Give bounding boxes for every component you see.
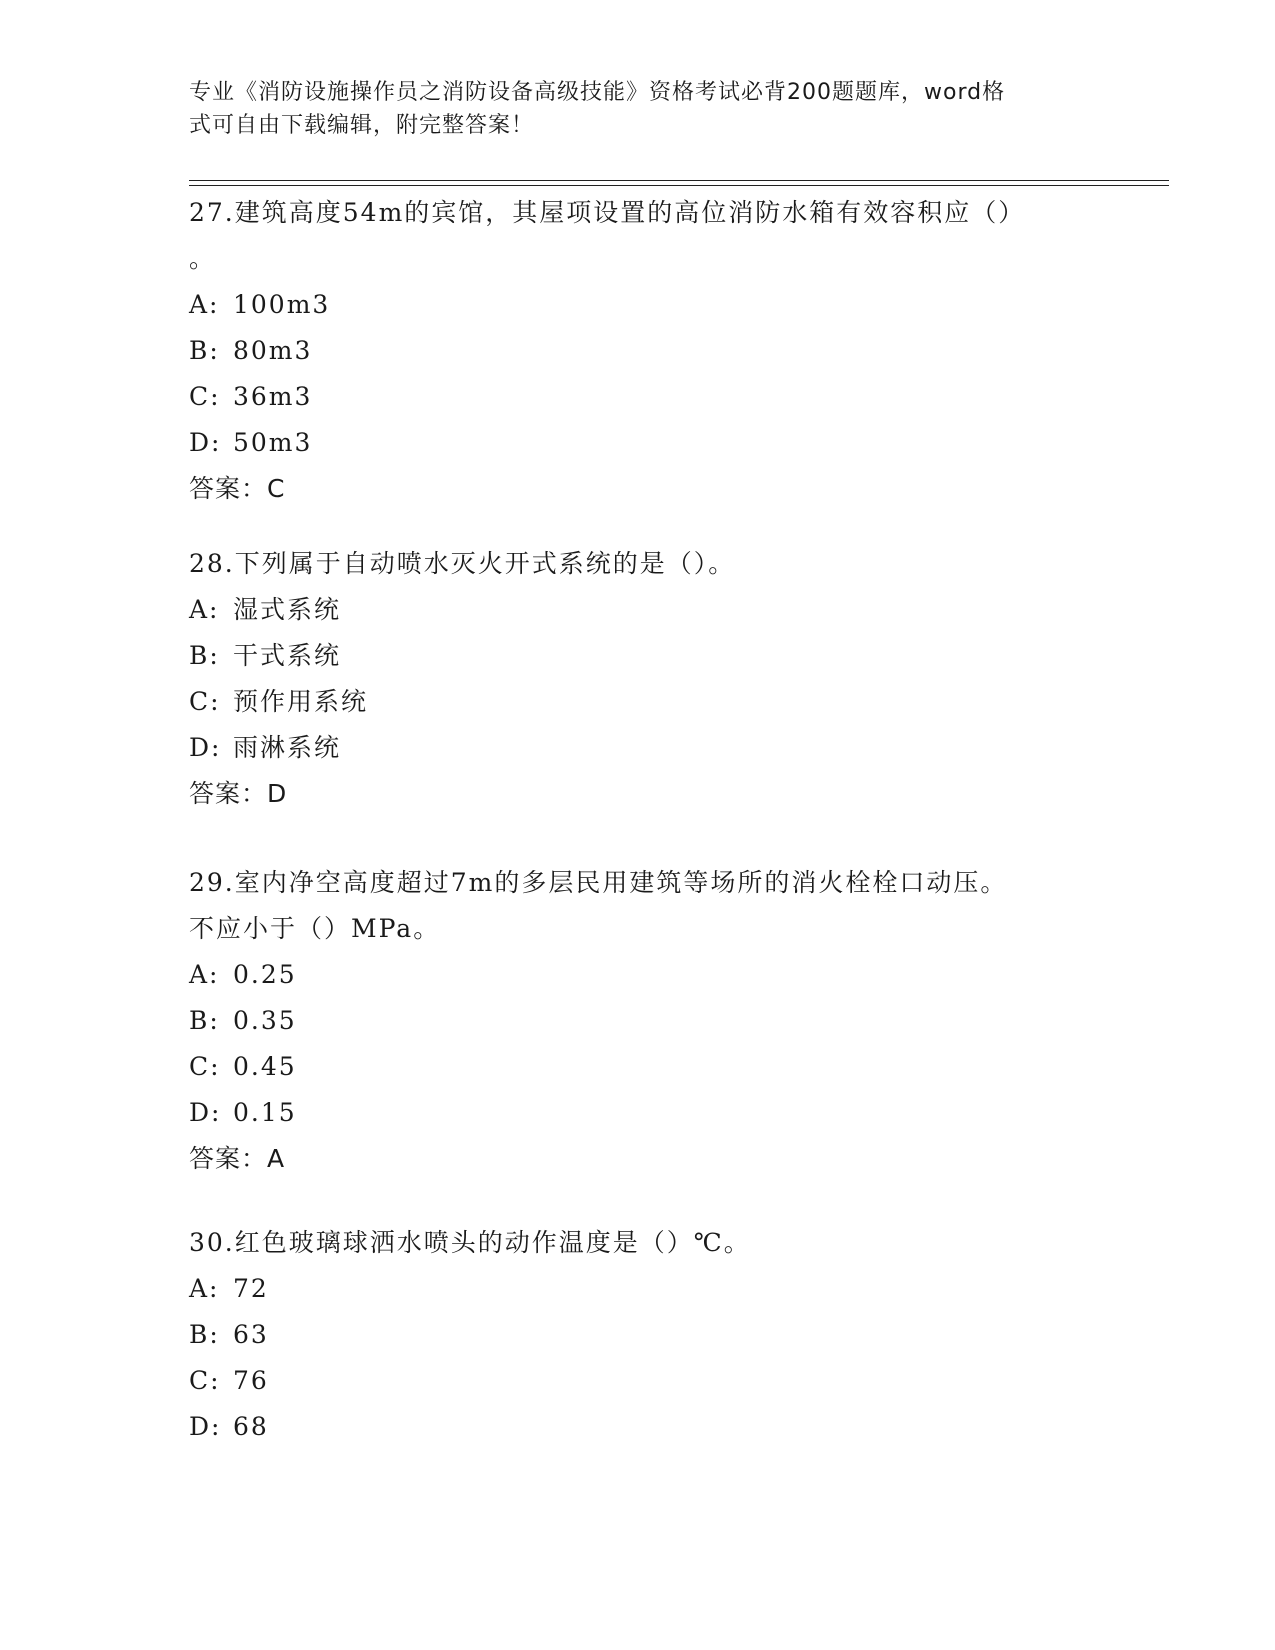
- option-c: [189, 1044, 1089, 1090]
- option-key: C:: [189, 687, 221, 716]
- question-stem-line: 不应小于（）MPa。: [189, 914, 441, 943]
- option-text: 76: [233, 1366, 269, 1395]
- question-29: [189, 860, 1089, 1182]
- option-key: D:: [189, 1412, 222, 1441]
- option-text: 0.35: [233, 1006, 297, 1035]
- header-divider-bottom: [189, 185, 1169, 186]
- option-text: 0.15: [233, 1098, 297, 1127]
- option-key: B:: [189, 1006, 220, 1035]
- option-a: [189, 1266, 1089, 1312]
- option-text: 100m3: [233, 290, 331, 319]
- question-28: [189, 541, 1089, 817]
- option-text: 预作用系统: [233, 687, 369, 716]
- header-line-1: 专业《消防设施操作员之消防设备高级技能》资格考试必背200题题库，word格: [189, 80, 1006, 105]
- option-c: [189, 679, 1089, 725]
- header-divider-top: [189, 180, 1169, 181]
- question-27: [189, 190, 1089, 512]
- question-stem-line: 。: [189, 244, 217, 273]
- option-a: [189, 952, 1089, 998]
- option-a: [189, 587, 1089, 633]
- question-stem-line: 28.下列属于自动喷水灭火开式系统的是（）。: [189, 549, 736, 578]
- option-b: [189, 1312, 1089, 1358]
- option-text: 63: [233, 1320, 269, 1349]
- answer-line: 答案：D: [189, 779, 288, 808]
- option-key: C:: [189, 1052, 221, 1081]
- answer-line: 答案：C: [189, 474, 286, 503]
- option-key: D:: [189, 733, 222, 762]
- question-stem-line: 29.室内净空高度超过7m的多层民用建筑等场所的消火栓栓口动压。: [189, 868, 1008, 897]
- option-text: 干式系统: [233, 641, 342, 670]
- option-text: 雨淋系统: [233, 733, 342, 762]
- question-30: [189, 1220, 1089, 1450]
- option-b: [189, 328, 1089, 374]
- option-key: A:: [189, 960, 220, 989]
- option-a: [189, 282, 1089, 328]
- option-text: 50m3: [233, 428, 313, 457]
- option-d: [189, 725, 1089, 771]
- option-text: 0.25: [233, 960, 297, 989]
- option-key: B:: [189, 1320, 220, 1349]
- option-key: C:: [189, 382, 221, 411]
- option-text: 36m3: [233, 382, 313, 411]
- option-b: [189, 998, 1089, 1044]
- option-text: 68: [233, 1412, 269, 1441]
- document-header: [189, 76, 1069, 142]
- option-text: 湿式系统: [233, 595, 342, 624]
- option-d: [189, 420, 1089, 466]
- option-c: [189, 1358, 1089, 1404]
- option-c: [189, 374, 1089, 420]
- option-key: A:: [189, 1274, 220, 1303]
- option-text: 80m3: [233, 336, 313, 365]
- question-stem-line: 30.红色玻璃球洒水喷头的动作温度是（）℃。: [189, 1228, 751, 1257]
- option-text: 0.45: [233, 1052, 297, 1081]
- option-text: 72: [233, 1274, 269, 1303]
- option-key: A:: [189, 290, 220, 319]
- answer-line: 答案：A: [189, 1144, 286, 1173]
- option-d: [189, 1090, 1089, 1136]
- option-key: B:: [189, 336, 220, 365]
- option-b: [189, 633, 1089, 679]
- option-key: A:: [189, 595, 220, 624]
- header-line-2: 式可自由下载编辑，附完整答案！: [189, 113, 535, 138]
- option-key: D:: [189, 428, 222, 457]
- question-stem-line: 27.建筑高度54m的宾馆，其屋项设置的高位消防水箱有效容积应（）: [189, 198, 1026, 227]
- option-key: B:: [189, 641, 220, 670]
- option-key: D:: [189, 1098, 222, 1127]
- option-d: [189, 1404, 1089, 1450]
- option-key: C:: [189, 1366, 221, 1395]
